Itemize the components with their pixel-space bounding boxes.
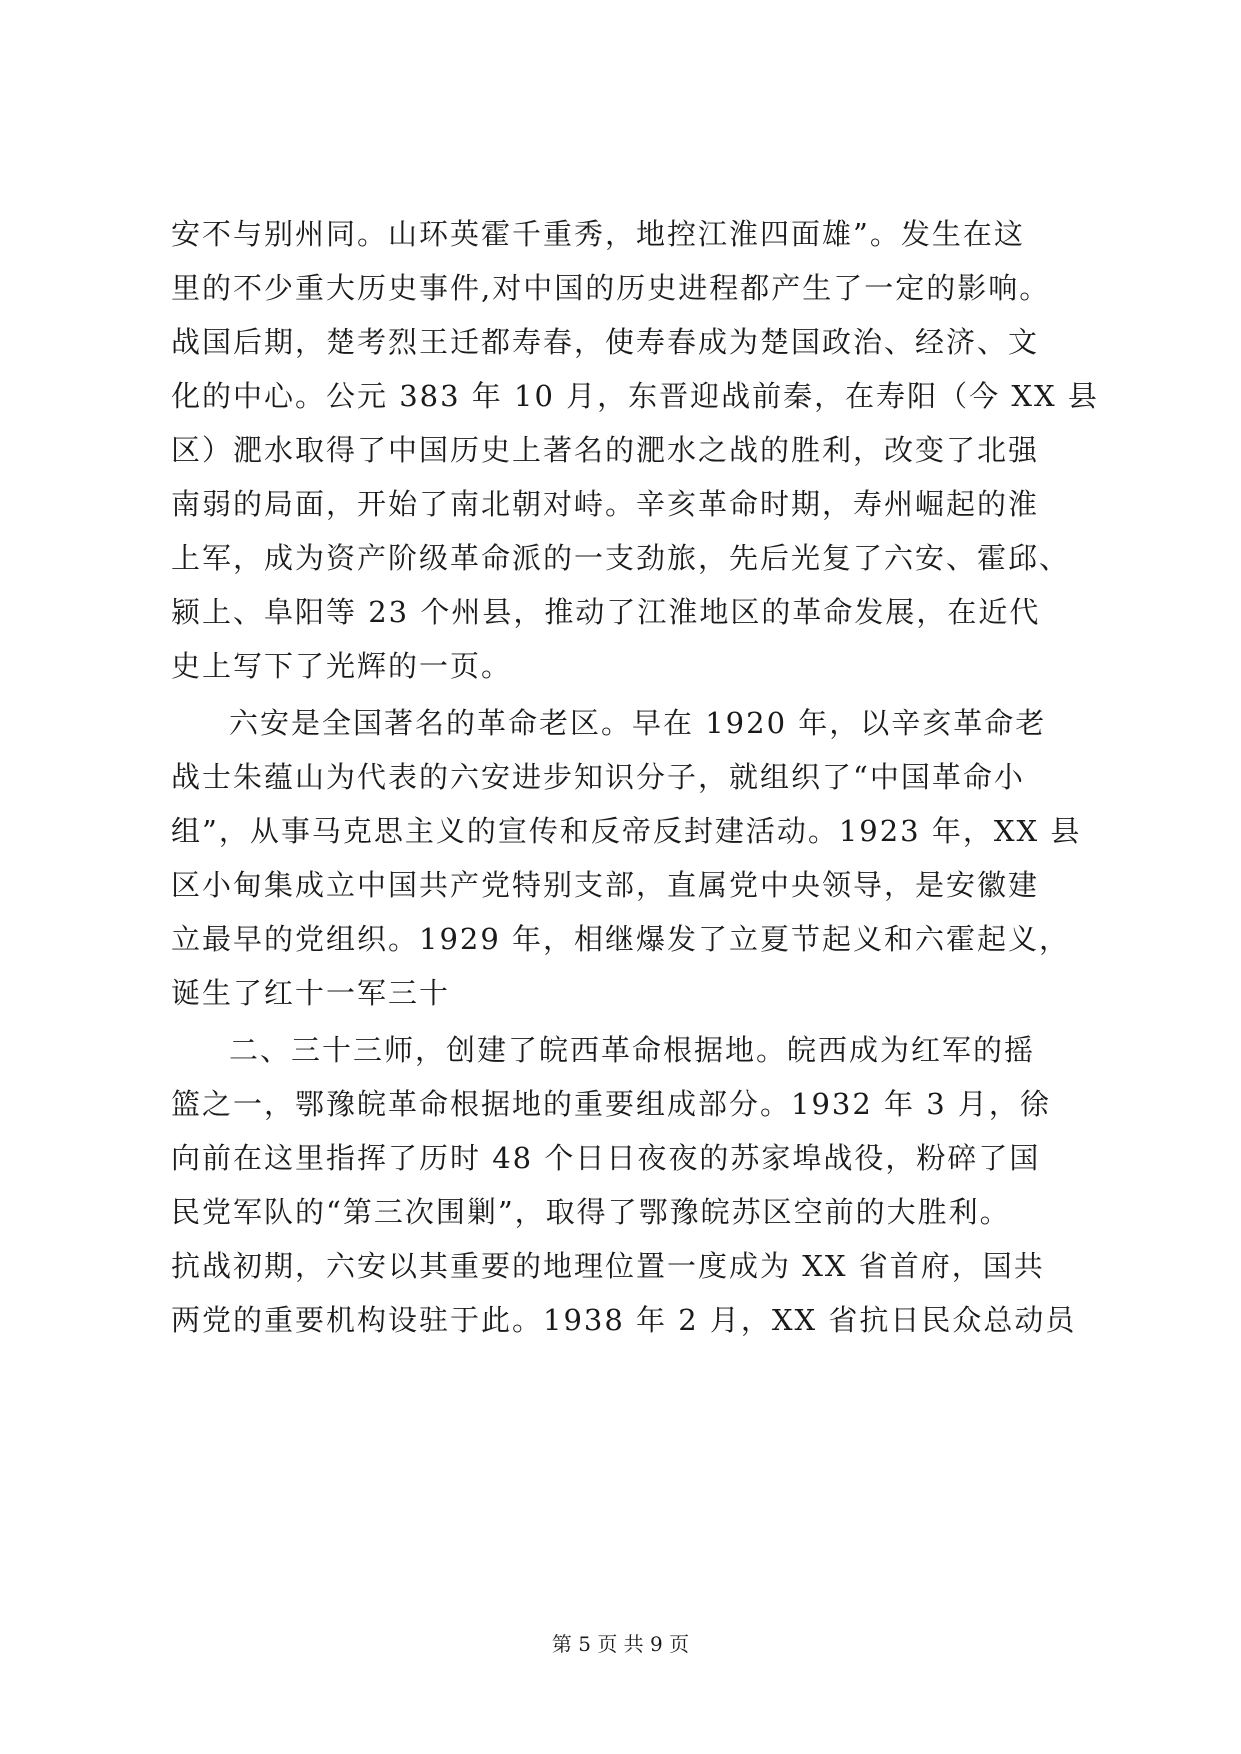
text-line: 两党的重要机构设驻于此。1938 年 2 月，XX 省抗日民众总动员 bbox=[171, 1303, 1077, 1337]
text-line: 安不与别州同。山环英霍千重秀，地控江淮四面雄”。发生在这 bbox=[171, 217, 1025, 251]
text-line: 诞生了红十一军三十 bbox=[171, 976, 451, 1010]
paragraph-first-line: 二、三十三师，创建了皖西革命根据地。皖西成为红军的摇 bbox=[229, 1033, 1036, 1067]
text-line: 抗战初期，六安以其重要的地理位置一度成为 XX 省首府，国共 bbox=[171, 1249, 1045, 1283]
text-line: 战国后期，楚考烈王迁都寿春，使寿春成为楚国政治、经济、文 bbox=[171, 325, 1040, 359]
text-line: 向前在这里指挥了历时 48 个日日夜夜的苏家埠战役，粉碎了国 bbox=[171, 1141, 1041, 1175]
text-line: 区小甸集成立中国共产党特别支部，直属党中央领导，是安徽建 bbox=[171, 868, 1040, 902]
text-line: 化的中心。公元 383 年 10 月，东晋迎战前秦，在寿阳（今 XX 县 bbox=[171, 379, 1099, 413]
text-line: 上军，成为资产阶级革命派的一支劲旅，先后光复了六安、霍邱、 bbox=[171, 541, 1071, 575]
text-line: 南弱的局面，开始了南北朝对峙。辛亥革命时期，寿州崛起的淮 bbox=[171, 487, 1040, 521]
text-line: 组”，从事马克思主义的宣传和反帝反封建活动。1923 年，XX 县 bbox=[171, 814, 1082, 848]
text-line: 里的不少重大历史事件,对中国的历史进程都产生了一定的影响。 bbox=[171, 271, 1051, 305]
text-line: 区）淝水取得了中国历史上著名的淝水之战的胜利，改变了北强 bbox=[171, 433, 1040, 467]
text-line: 战士朱蕴山为代表的六安进步知识分子，就组织了“中国革命小 bbox=[171, 760, 1025, 794]
text-line: 立最早的党组织。1929 年，相继爆发了立夏节起义和六霍起义， bbox=[171, 922, 1071, 956]
page-number-footer: 第 5 页 共 9 页 bbox=[551, 1632, 690, 1656]
text-line: 颍上、阜阳等 23 个州县，推动了江淮地区的革命发展，在近代 bbox=[171, 595, 1041, 629]
text-line: 史上写下了光辉的一页。 bbox=[171, 649, 513, 683]
text-line: 篮之一，鄂豫皖革命根据地的重要组成部分。1932 年 3 月，徐 bbox=[171, 1087, 1051, 1121]
paragraph-first-line: 六安是全国著名的革命老区。早在 1920 年，以辛亥革命老 bbox=[229, 706, 1047, 740]
text-line: 民党军队的“第三次围剿”，取得了鄂豫皖苏区空前的大胜利。 bbox=[171, 1195, 1011, 1229]
